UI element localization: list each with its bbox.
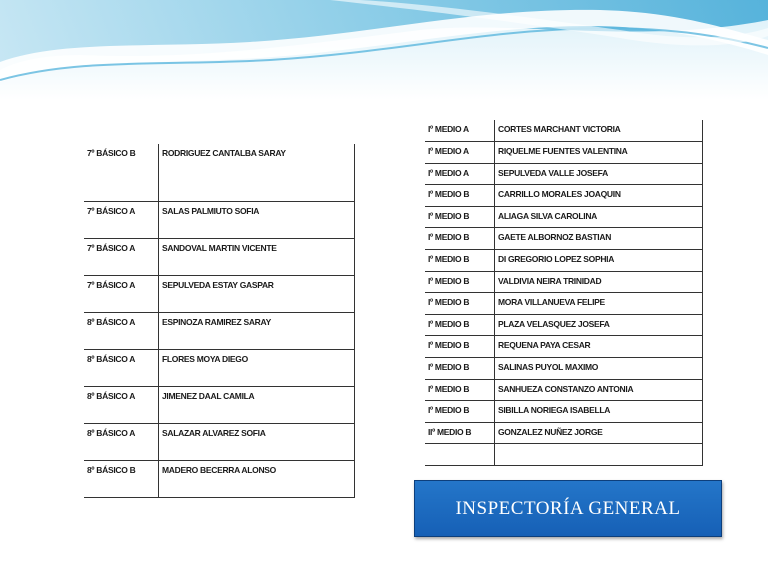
table-row: [425, 379, 703, 401]
course-cell: 8º BÁSICO A: [84, 349, 159, 386]
table-row: [84, 386, 355, 423]
course-cell: Iº MEDIO B: [425, 185, 495, 207]
student-name-cell: SEPULVEDA VALLE JOSEFA: [495, 163, 703, 185]
course-cell: 8º BÁSICO A: [84, 312, 159, 349]
course-cell: Iº MEDIO B: [425, 379, 495, 401]
table-row: [425, 422, 703, 444]
table-row: [425, 228, 703, 250]
student-name-cell: RIQUELME FUENTES VALENTINA: [495, 142, 703, 164]
table-row: [425, 185, 703, 207]
table-row: [84, 201, 355, 238]
student-name-cell: SIBILLA NORIEGA ISABELLA: [495, 401, 703, 423]
table-row: [425, 336, 703, 358]
student-name-cell: SALAS PALMIUTO SOFIA: [159, 201, 355, 238]
table-row: [425, 142, 703, 164]
student-name-cell: CORTES MARCHANT VICTORIA: [495, 120, 703, 142]
course-cell: [425, 444, 495, 466]
course-cell: Iº MEDIO A: [425, 142, 495, 164]
course-cell: 7º BÁSICO A: [84, 238, 159, 275]
course-cell: 8º BÁSICO A: [84, 423, 159, 460]
table-row: [84, 312, 355, 349]
table-row: [425, 163, 703, 185]
table-row: [425, 120, 703, 142]
table-row: [84, 423, 355, 460]
student-name-cell: CARRILLO MORALES JOAQUIN: [495, 185, 703, 207]
student-name-cell: MADERO BECERRA ALONSO: [159, 460, 355, 497]
table-row: [425, 293, 703, 315]
table-row: [425, 358, 703, 380]
course-cell: Iº MEDIO B: [425, 293, 495, 315]
student-name-cell: SEPULVEDA ESTAY GASPAR: [159, 275, 355, 312]
student-name-cell: VALDIVIA NEIRA TRINIDAD: [495, 271, 703, 293]
course-cell: 7º BÁSICO B: [84, 144, 159, 201]
course-cell: IIº MEDIO B: [425, 422, 495, 444]
student-name-cell: GAETE ALBORNOZ BASTIAN: [495, 228, 703, 250]
table-row: [425, 206, 703, 228]
table-row: [84, 460, 355, 497]
table-row: [84, 275, 355, 312]
course-cell: Iº MEDIO B: [425, 206, 495, 228]
table-row: [84, 238, 355, 275]
course-cell: Iº MEDIO A: [425, 163, 495, 185]
course-cell: Iº MEDIO B: [425, 271, 495, 293]
course-cell: Iº MEDIO B: [425, 228, 495, 250]
course-cell: Iº MEDIO B: [425, 250, 495, 272]
table-row: [84, 349, 355, 386]
course-cell: Iº MEDIO B: [425, 401, 495, 423]
student-name-cell: SALINAS PUYOL MAXIMO: [495, 358, 703, 380]
table-row: [425, 314, 703, 336]
table-row: [425, 401, 703, 423]
student-name-cell: DI GREGORIO LOPEZ SOPHIA: [495, 250, 703, 272]
decorative-wave-header: [0, 0, 768, 100]
course-cell: Iº MEDIO B: [425, 358, 495, 380]
table-row: [425, 250, 703, 272]
student-name-cell: JIMENEZ DAAL CAMILA: [159, 386, 355, 423]
student-name-cell: ESPINOZA RAMIREZ SARAY: [159, 312, 355, 349]
course-cell: 8º BÁSICO B: [84, 460, 159, 497]
student-name-cell: [495, 444, 703, 466]
student-name-cell: PLAZA VELASQUEZ JOSEFA: [495, 314, 703, 336]
student-name-cell: GONZALEZ NUÑEZ JORGE: [495, 422, 703, 444]
table-row: [84, 144, 355, 201]
student-name-cell: MORA VILLANUEVA FELIPE: [495, 293, 703, 315]
left-student-table: [84, 144, 355, 498]
course-cell: 8º BÁSICO A: [84, 386, 159, 423]
course-cell: 7º BÁSICO A: [84, 201, 159, 238]
course-cell: Iº MEDIO A: [425, 120, 495, 142]
banner-label: INSPECTORÍA GENERAL: [455, 497, 681, 519]
inspectoria-general-banner: [414, 480, 722, 537]
student-name-cell: SANHUEZA CONSTANZO ANTONIA: [495, 379, 703, 401]
course-cell: 7º BÁSICO A: [84, 275, 159, 312]
right-student-table: [425, 120, 703, 466]
table-row: [425, 444, 703, 466]
student-name-cell: SALAZAR ALVAREZ SOFIA: [159, 423, 355, 460]
course-cell: Iº MEDIO B: [425, 336, 495, 358]
student-name-cell: ALIAGA SILVA CAROLINA: [495, 206, 703, 228]
course-cell: Iº MEDIO B: [425, 314, 495, 336]
student-name-cell: REQUENA PAYA CESAR: [495, 336, 703, 358]
student-name-cell: FLORES MOYA DIEGO: [159, 349, 355, 386]
table-row: [425, 271, 703, 293]
student-name-cell: RODRIGUEZ CANTALBA SARAY: [159, 144, 355, 201]
student-name-cell: SANDOVAL MARTIN VICENTE: [159, 238, 355, 275]
